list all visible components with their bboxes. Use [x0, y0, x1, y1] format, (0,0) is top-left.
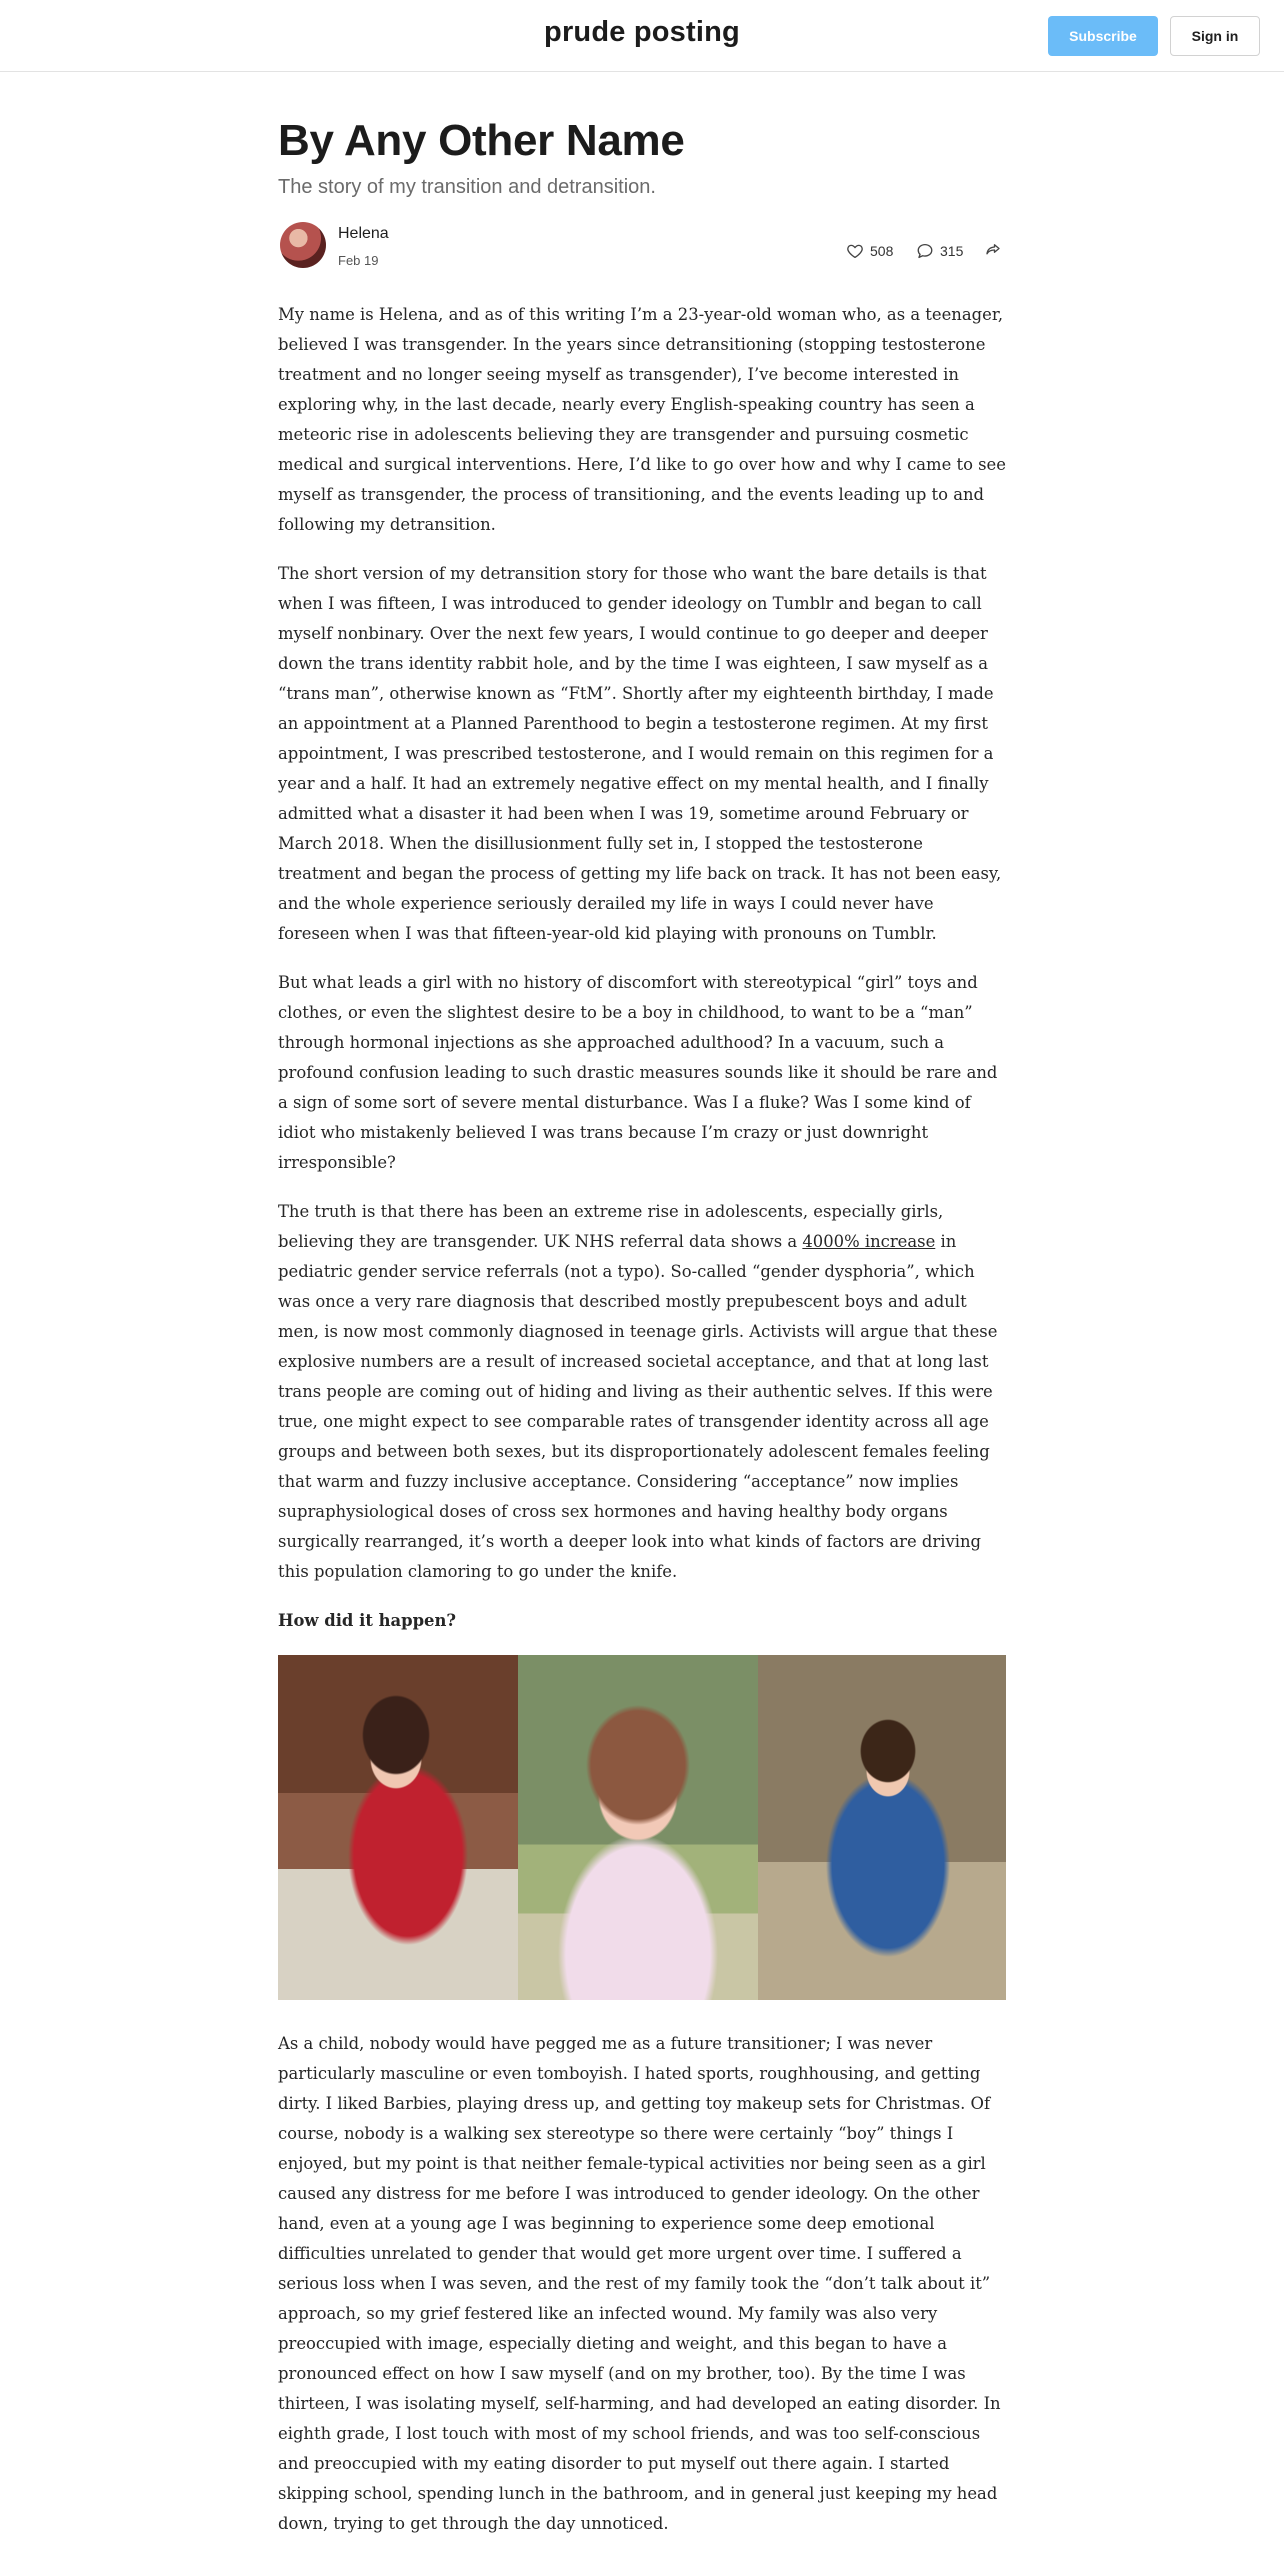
childhood-photo-flowers[interactable] — [518, 1655, 758, 2000]
paragraph-text: in pediatric gender service referrals (not a typo). So-called “gender dysphoria”, which was once a very rare diagnosis that described mostly prepubescent boys and adult men, is now most commonly diagnosed in teenage girls. Activists will argue that these explosive numbers are a result of increased societal acceptance, and that at long last trans people are coming out of hiding and living as their authentic selves. If this were true, one might expect to see comparable rates of transgender identity across all age groups and between both sexes, but its disproportionately adolescent females feeling that warm and fuzzy inclusive acceptance. Considering “acceptance” now implies supraphysiological doses of cross sex hormones and having healthy body organs surgically rearranged, it’s worth a deeper look into what kinds of factors are driving this population clamoring to go under the knife. — [278, 1232, 998, 1581]
heart-icon — [846, 242, 864, 260]
post-title: By Any Other Name — [278, 116, 685, 165]
paragraph — [278, 1197, 1006, 1587]
comments-button[interactable] — [916, 240, 963, 262]
article-body — [278, 300, 1006, 2558]
section-heading: How did it happen? — [278, 1611, 457, 1630]
post-date: Feb 19 — [338, 253, 379, 268]
like-button[interactable] — [846, 240, 893, 262]
share-icon — [984, 241, 1002, 259]
author-name[interactable]: Helena — [338, 225, 389, 242]
comment-bubble-icon — [916, 242, 934, 260]
sign-in-button[interactable]: Sign in — [1170, 16, 1260, 56]
paragraph: As a child, nobody would have pegged me as a future transitioner; I was never particularly masculine or even tomboyish. I hated sports, roughhousing, and getting dirty. I liked Barbies, playing dress up, and getting toy makeup sets for Christmas. Of course, nobody is a walking sex stereotype so there were certainly “boy” things I enjoyed, but my point is that neither female-typical activities nor being seen as a girl caused any distress for me before I was introduced to gender ideology. On the other hand, even at a young age I was beginning to experience some deep emotional difficulties unrelated to gender that would get more urgent over time. I suffered a serious loss when I was seven, and the rest of my family took the “don’t talk about it” approach, so my grief festered like an infected wound. My family was also very preoccupied with image, especially dieting and weight, and this began to have a pronounced effect on how I saw myself (and on my brother, too). By the time I was thirteen, I was isolating myself, self-harming, and had developed an eating disorder. In eighth grade, I lost touch with most of my school friends, and was too self-conscious and preoccupied with my eating disorder to put myself out there again. I started skipping school, spending lunch in the bathroom, and in general just keeping my head down, trying to get through the day unnoticed. — [278, 2034, 1001, 2533]
paragraph: The short version of my detransition story for those who want the bare details is that when I was fifteen, I was introduced to gender ideology on Tumblr and began to call myself nonbinary. Over the next few years, I would continue to go deeper and deeper down the trans identity rabbit hole, and by the time I was eighteen, I saw myself as a “trans man”, otherwise known as “FtM”. Shortly after my eighteenth birthday, I made an appointment at a Planned Parenthood to begin a testosterone regimen. At my first appointment, I was prescribed testosterone, and I would remain on this regimen for a year and a half. It had an extremely negative effect on my mental health, and I finally admitted what a disaster it had been when I was 19, sometime around February or March 2018. When the disillusionment fully set in, I stopped the testosterone treatment and began the process of getting my life back on track. It has not been easy, and the whole experience seriously derailed my life in ways I could never have foreseen when I was that fifteen-year-old kid playing with pronouns on Tumblr. — [278, 564, 1002, 943]
subscribe-button[interactable]: Subscribe — [1048, 16, 1158, 56]
paragraph: But what leads a girl with no history of discomfort with stereotypical “girl” toys and clothes, or even the slightest desire to be a boy in childhood, to want to be a “man” through hormonal injections as she approached adulthood? In a vacuum, such a profound confusion leading to such drastic measures sounds like it should be rare and a sign of some sort of severe mental disturbance. Was I a fluke? Was I some kind of idiot who mistakenly believed I was trans because I’m crazy or just downright irresponsible? — [278, 973, 998, 1172]
paragraph-text: The truth is that there has been an extreme rise in adolescents, especially girls, believing they are transgender. UK NHS referral data shows a — [278, 1202, 944, 1251]
nhs-referral-link[interactable]: 4000% increase — [802, 1232, 936, 1251]
share-button[interactable] — [984, 241, 1002, 264]
comment-count: 315 — [940, 243, 964, 259]
like-count: 508 — [870, 243, 894, 259]
childhood-photos[interactable] — [278, 1655, 1006, 2000]
top-bar — [0, 0, 1284, 72]
childhood-photo-red-outfit[interactable] — [278, 1655, 518, 2000]
paragraph: My name is Helena, and as of this writing I’m a 23-year-old woman who, as a teenager, believed I was transgender. In the years since detransitioning (stopping testosterone treatment and no longer seeing myself as transgender), I’ve become interested in exploring why, in the last decade, nearly every English-speaking country has seen a meteoric rise in adolescents believing they are transgender and pursuing cosmetic medical and surgical interventions. Here, I’d like to go over how and why I came to see myself as transgender, the process of transitioning, and the events leading up to and following my detransition. — [278, 305, 1006, 534]
site-title[interactable]: prude posting — [544, 16, 740, 48]
childhood-photo-blue-snowsuit[interactable] — [758, 1655, 1006, 2000]
post-subtitle: The story of my transition and detransition. — [278, 176, 656, 198]
author-avatar[interactable] — [280, 222, 326, 268]
